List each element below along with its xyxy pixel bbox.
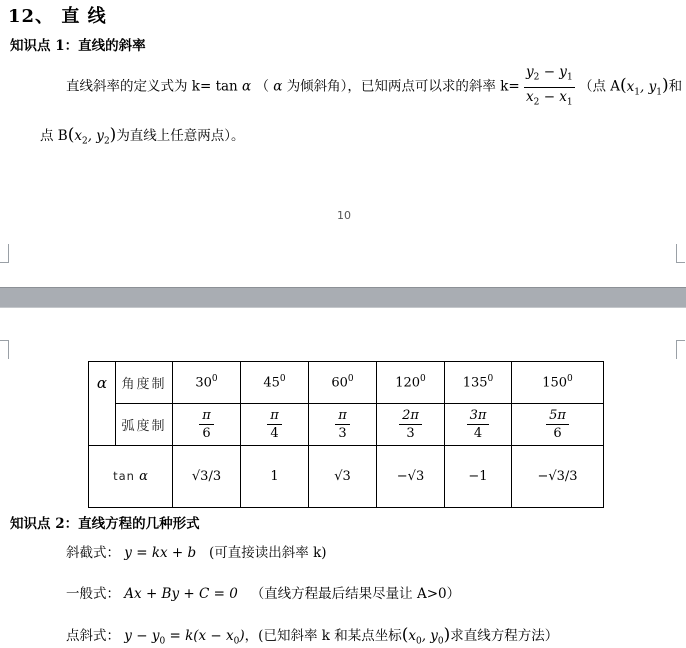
form-note: 求直线方程方法） <box>450 628 559 644</box>
angle-value-table <box>88 361 604 508</box>
text-segment: 点 B <box>40 128 68 144</box>
slope-definition-paragraph: 直线斜率的定义式为 k= tan α （ α 为倾斜角），已知两点可以求的斜率 k= $\frac{y_2 - y_1}{x_2 - x_1}$ （点 $A(x_1$, $y_1$)和 <box>66 64 682 110</box>
radian-cell: $\frac{\pi}{6}$ <box>173 404 241 446</box>
text-segment: 为直线上任意两点）。 <box>116 128 245 144</box>
alpha-symbol: α <box>242 78 252 95</box>
form-note: ，(已知斜率 k 和某点坐标 <box>244 628 402 644</box>
tan-cell: −√3 <box>377 446 445 508</box>
tan-cell: −1 <box>445 446 512 508</box>
alpha-header-cell: α <box>89 362 116 446</box>
point-slope-form: 点斜式： $y - y_0 = k(x - x_0)$，(已知斜率 k 和某点坐标($x_0$, $y_0$)求直线方程方法） <box>66 625 559 647</box>
angle-row-label: 角度制 <box>116 362 173 404</box>
radian-row-label: 弧度制 <box>116 404 173 446</box>
slope-fraction: $\frac{y_2 - y_1}{x_2 - x_1}$ <box>526 64 573 108</box>
text-segment: （点 A <box>578 78 621 95</box>
tan-row-label: tan α <box>89 446 173 508</box>
angle-cell: $120^0$ <box>377 362 445 404</box>
page-number: 10 <box>337 209 351 222</box>
page-corner-mark <box>0 244 9 263</box>
form-equation: Ax + By + C = 0 <box>124 586 238 602</box>
form-label: 点斜式： <box>66 628 120 644</box>
knowledge-point-2-heading: 知识点 2：直线方程的几种形式 <box>10 516 200 532</box>
form-equation: $y - y_0 = k(x - x_0)$ <box>124 628 245 647</box>
tan-cell: −√3/3 <box>512 446 604 508</box>
radian-cell: $\frac{2\pi}{3}$ <box>377 404 445 446</box>
radian-cell: $\frac{\pi}{4}$ <box>241 404 309 446</box>
radian-cell: $\frac{\pi}{3}$ <box>309 404 377 446</box>
form-equation: y = kx + b <box>124 545 197 561</box>
page-separator <box>0 287 686 308</box>
text-segment: 直线斜率的定义式为 k= tan <box>66 78 238 95</box>
angle-cell: $30^0$ <box>173 362 241 404</box>
angle-cell: $45^0$ <box>241 362 309 404</box>
text-segment: （ <box>255 78 269 95</box>
form-note: （直线方程最后结果尽量让 A>0） <box>250 586 461 602</box>
page-corner-mark <box>0 340 9 359</box>
angle-cell: $150^0$ <box>512 362 604 404</box>
text-segment: 和 <box>668 78 683 95</box>
section-title: 12、 直 线 <box>8 6 107 27</box>
form-label: 一般式： <box>66 586 120 602</box>
tan-cell: 1 <box>241 446 309 508</box>
alpha-symbol: α <box>273 78 283 95</box>
slope-intercept-form <box>66 541 327 561</box>
angle-cell: $135^0$ <box>445 362 512 404</box>
page-corner-mark <box>676 340 685 359</box>
angle-cell: $60^0$ <box>309 362 377 404</box>
tan-cell: √3/3 <box>173 446 241 508</box>
text-segment: 为倾斜角），已知两点可以求的斜率 k= <box>286 78 520 95</box>
radian-cell: $\frac{3\pi}{4}$ <box>445 404 512 446</box>
form-note: (可直接读出斜率 k) <box>209 545 327 561</box>
knowledge-point-1-heading: 知识点 1：直线的斜率 <box>10 38 146 54</box>
form-label: 斜截式： <box>66 545 120 561</box>
radian-cell: $\frac{5\pi}{6}$ <box>512 404 604 446</box>
general-form <box>66 582 460 602</box>
tan-cell: √3 <box>309 446 377 508</box>
page-corner-mark <box>676 244 685 263</box>
point-b-paragraph: 点 $B(x_2$, $y_2$)为直线上任意两点）。 <box>40 125 245 147</box>
